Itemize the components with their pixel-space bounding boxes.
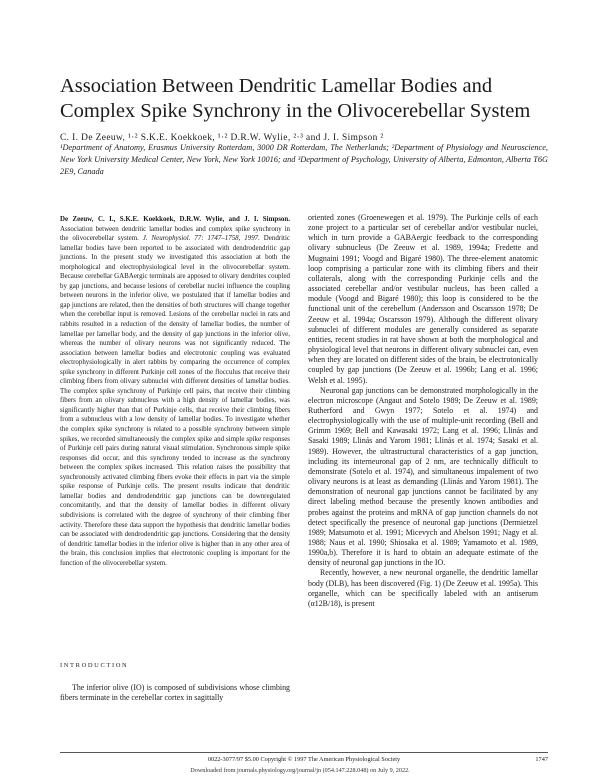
- right-paragraph-1: oriented zones (Groenewegen et al. 1979). The Purkinje cells of each zone project to a particular set of cerebellar and/or vestibular nuclei, which in turn provide a GABAergic feedback to the corresponding olivary subnucleus (De Zeeuw et al. 1989, 1994a; Fredette and Mugnaini 1991; Voogd and Bigaré 1980). The three-element anatomic loop comprising a particular zone with its climbing fibers and their collaterals, along with the corresponding Purkinje cells and the associated cerebellar and/or vestibular nucleus, has been called a module (Voogd and Bigaré 1980); this loop is considered to be the functional unit of the cerebellum (Andersson and Oscarsson 1978; De Zeeuw et al. 1994a; Oscarsson 1979). Although the different olivary subnuclei of different modules are generally considered as separate entities, recent studies in rat have shown at both the morphological and physiological level that neurons in different olivary subnuclei can, even when they are located on different sides of the brain, be electrotonically coupled by gap junctions (De Zeeuw et al. 1996b; Lang et al. 1996; Welsh et al. 1995).: [308, 213, 538, 385]
- footer-divider: [60, 752, 548, 753]
- abstract-citation-authors: De Zeeuw, C. I., S.K.E. Koekkoek, D.R.W. Wylie, and J. I. Simpson.: [60, 215, 290, 223]
- abstract-citation-journal: J. Neurophysiol. 77: 1747–1758, 1997.: [142, 234, 260, 243]
- abstract-citation-title: Association between dendritic lamellar bodies and complex spike synchrony in the olivocerebellar system.: [60, 224, 290, 243]
- introduction-paragraph: The inferior olive (IO) is composed of subdivisions whose climbing fibers terminate in the cerebellar cortex in sagittally: [60, 683, 290, 703]
- author-list: C. I. De Zeeuw, ¹·² S.K.E. Koekkoek, ¹·² D.R.W. Wylie, ²·³ and J. I. Simpson ²: [60, 133, 384, 143]
- abstract-body: Dendritic lamellar bodies have been reported to be associated with dendrodendritic gap junctions. In the present study we investigated this association at both the morphological and electrophysiological level in the olivocerebellar system. Because cerebellar GABAergic terminals are apposed to olivary dendrites coupled by gap junctions, and because lesions of cerebellar nuclei influence the coupling between neurons in the inferior olive, we postulated that if lamellar bodies and gap junctions are related, then the densities of both structures will change together when the cerebellar input is removed. Lesions of the cerebellar nuclei in rats and rabbits resulted in a reduction of the density of lamellar bodies, the number of lamellae per lamellar body, and the density of gap junctions in the inferior olive, whereas the number of olivary neurons was not significantly reduced. The association between lamellar bodies and electrotonic coupling was evaluated electrophysiologically in alert rabbits by comparing the occurrence of complex spike synchrony in different Purkinje cell zones of the flocculus that receive their climbing fibers from olivary subnuclei with different densities of lamellar bodies. The complex spike synchrony of Purkinje cell pairs, that receive their climbing fibers from an olivary subnucleus with a high density of lamellar bodies, was significantly higher than that of Purkinje cells, that receive their climbing fibers from a subnucleus with a low density of lamellar bodies. To investigate whether the complex spike synchrony is related to a possible synchrony between simple spikes, we recorded simultaneously the complex spike and simple spike responses of Purkinje cell pairs during natural visual stimulation. Synchronous simple spike responses did occur, and this synchrony tended to increase as the synchrony between the complex spikes increased. This relation raises the possibility that synchronously activated climbing fibers evoke their effects in part via the simple spike response of Purkinje cells. The present results indicate that dendritic lamellar bodies and dendrodendritic gap junctions can be downregulated concomitantly, and that the density of lamellar bodies in different olivary subdivisions is correlated with the degree of synchrony of their climbing fiber activity. Therefore these data support the hypothesis that dendritic lamellar bodies can be associated with dendrodendritic gap junctions. Considering that the density of dendritic lamellar bodies in the inferior olive is higher than in any other area of the brain, this conclusion implies that electrotonic coupling is important for the function of the olivocerebellar system.: [60, 234, 290, 567]
- abstract: [60, 215, 290, 568]
- right-paragraph-2: Neuronal gap junctions can be demonstrated morphologically in the electron microscope (Angaut and Sotelo 1989; De Zeeuw et al. 1989; Rutherford and Gwyn 1977; Sotelo et al. 1974) and electrophysiologically with the use of multiple-unit recording (Bell and Grimm 1969; Bell and Kawasaki 1972; Lang et al. 1996; Llinás and Sasaki 1989; Llinás and Yarom 1981; Llinás et al. 1974; Sasaki et al. 1989). However, the ultrastructural characteristics of a gap junction, including its interneuronal gap of 2 nm, are technically difficult to demonstrate (Sotelo et al. 1974), and simultaneous impalement of two olivary neurons is at least as demanding (Llinás and Yarom 1981). The demonstration of neuronal gap junctions cannot be facilitated by any direct labeling method because the presently known antibodies and probes against the proteins and mRNA of gap junction channels do not detect specifically the presence of neuronal gap junctions (Dermietzel 1989; Matsumoto et al. 1991; Micevych and Abelson 1991; Nagy et al. 1988; Naus et al. 1990; Shiosaka et al. 1989; Yamamoto et al. 1989, 1990a,b). Therefore it is hard to obtain an adequate estimate of the density of neuronal gap junctions in the IO.: [308, 385, 538, 568]
- affiliations: ¹Department of Anatomy, Erasmus University Rotterdam, 3000 DR Rotterdam, The Netherlands; ²Department of Physiology and Neuroscience, New York University Medical Center, New York, New York 10016; and ³Department of Psychology, University of Alberta, Edmonton, Alberta T6G 2E9, Canada: [60, 143, 548, 176]
- right-paragraph-3: Recently, however, a new neuronal organelle, the dendritic lamellar body (DLB), has been discovered (Fig. 1) (De Zeeuw et al. 1995a). This organelle, which can be specifically labeled with an antiserum (α12B/18), is present: [308, 568, 538, 608]
- download-note: Downloaded from journals.physiology.org/journal/jn (054.147.228.048) on July 9, 2022.: [190, 767, 410, 774]
- introduction-heading: INTRODUCTION: [60, 662, 129, 669]
- right-column: [308, 213, 538, 609]
- copyright-line: 0022-3077/97 $5.00 Copyright © 1997 The American Physiological Society: [207, 756, 401, 763]
- page-number: 1747: [535, 756, 548, 763]
- article-title: Association Between Dendritic Lamellar Bodies and Complex Spike Synchrony in the Olivocerebellar System: [60, 75, 531, 122]
